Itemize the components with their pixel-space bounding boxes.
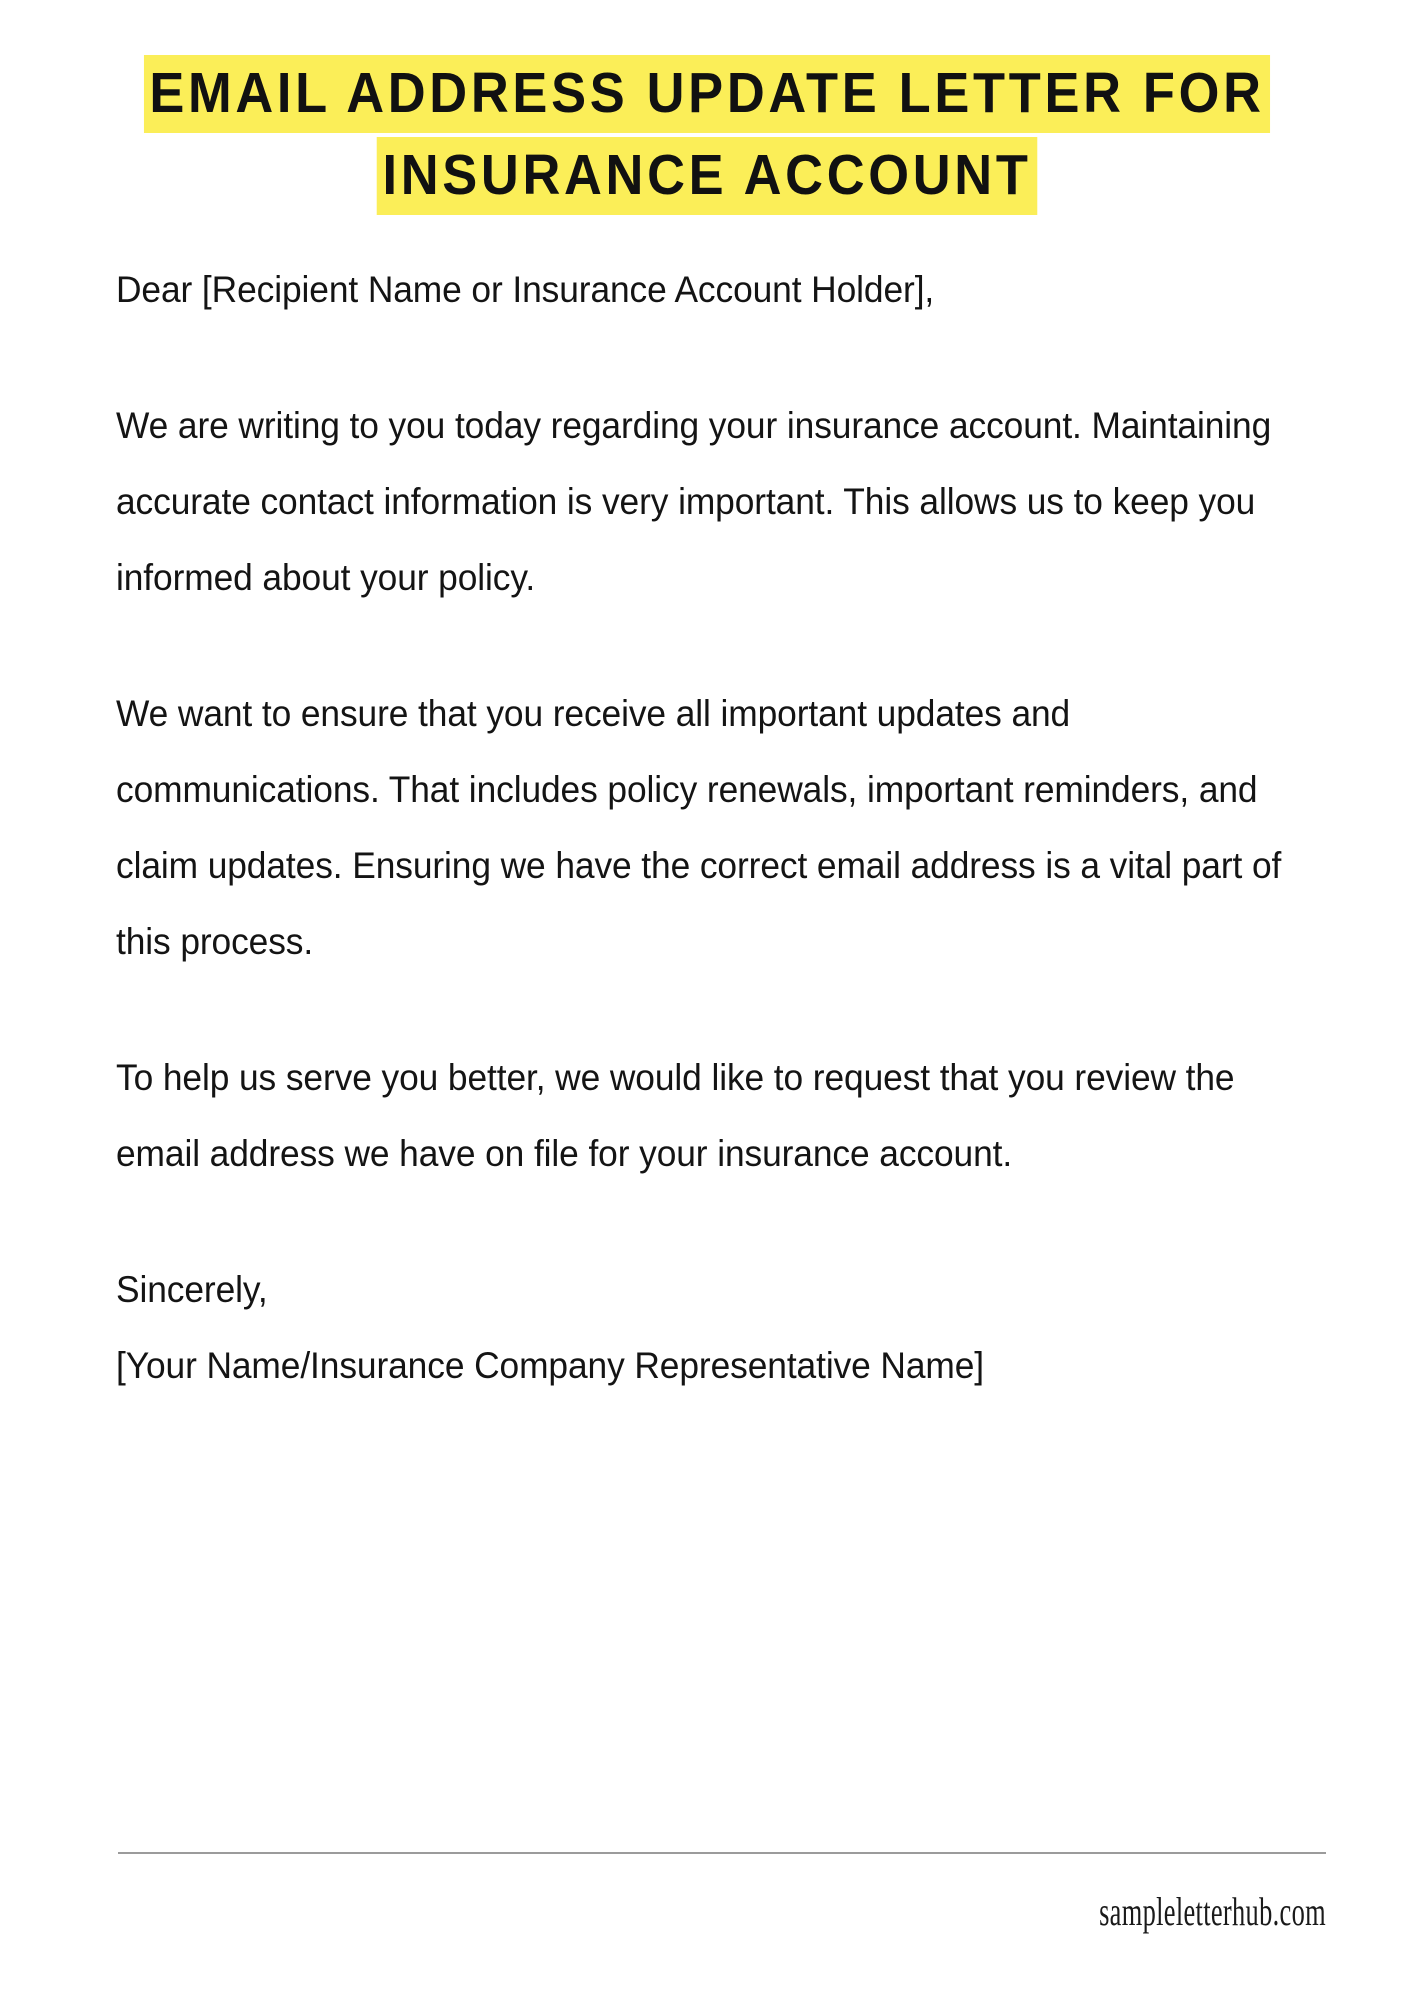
footer-divider	[118, 1852, 1326, 1854]
signature-line: [Your Name/Insurance Company Representative Name]	[116, 1345, 985, 1386]
body-paragraph-2: We want to ensure that you receive all important updates and communications. That includes policy renewals, important reminders, and claim updates. Ensuring we have the correct email address is a vital part of this process.	[116, 693, 1282, 962]
page-title	[0, 52, 1414, 216]
footer-website-url[interactable]: sampleletterhub.com	[1099, 1889, 1326, 1934]
page-footer	[0, 1852, 1414, 2000]
title-line-1	[84, 52, 1330, 134]
title-line-2-text: INSURANCE ACCOUNT	[377, 137, 1037, 215]
body-paragraph-3: To help us serve you better, we would like to request that you review the email address we have on file for your insurance account.	[116, 1057, 1235, 1174]
body-paragraph-1: We are writing to you today regarding your insurance account. Maintaining accurate contact information is very important. This allows us to keep you informed about your policy.	[116, 405, 1272, 598]
letter-body	[0, 252, 1414, 1404]
title-line-1-text: EMAIL ADDRESS UPDATE LETTER FOR	[144, 55, 1270, 133]
closing-line: Sincerely,	[116, 1269, 268, 1310]
salutation: Dear [Recipient Name or Insurance Account Holder],	[116, 269, 935, 310]
title-line-2	[84, 134, 1330, 216]
